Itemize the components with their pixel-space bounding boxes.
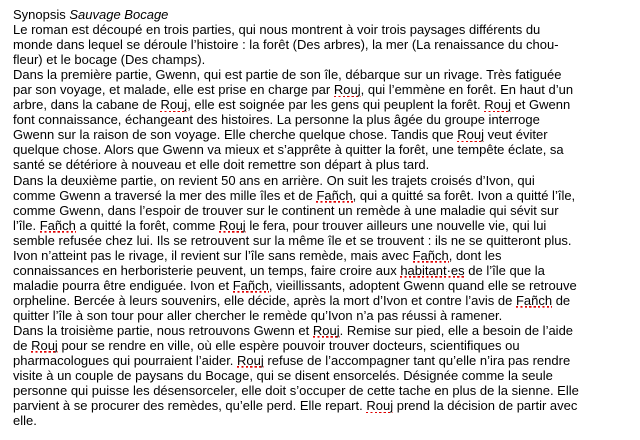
text-segment: et Gwenn <box>510 97 571 113</box>
text-segment: Le roman est découpé en trois parties, qui nous montrent à voir trois paysages différents du <box>13 22 541 38</box>
misspelled-word: Rouj <box>484 97 511 113</box>
text-segment: , vieillissants, adoptent Gwenn quand elle se retrouve <box>268 277 577 293</box>
text-line <box>13 218 634 233</box>
text-line <box>13 112 634 127</box>
misspelled-word: Rouj <box>312 322 340 338</box>
misspelled-word: Fañch <box>232 277 269 293</box>
text-segment: , elle est soignée par les gens qui peuplent la forêt. <box>187 97 485 113</box>
text-line <box>13 263 634 278</box>
text-line <box>13 233 634 248</box>
text-segment: quelque chose. Alors que Gwenn va mieux et s’apprête à quitter la forêt, une tempête éclate, sa <box>13 142 564 158</box>
text-line <box>13 127 634 142</box>
text-line <box>13 203 634 218</box>
text-segment: font connaissance, échangeant des histoires. La personne la plus âgée du groupe interroge <box>13 112 540 128</box>
text-segment: le fera, pour trouver ailleurs une nouvelle vie, qui lui <box>245 217 547 233</box>
text-segment: Dans la deuxième partie, on revient 50 ans en arrière. On suit les trajets croisés d’Ivon, qui <box>13 172 535 188</box>
misspelled-word: Rouj <box>457 127 484 143</box>
text-segment: prend la décision de partir avec <box>393 398 578 414</box>
text-segment: quitter l’île à son tour pour aller chercher le remède qu’Ivon n’a pas réussi à ramener. <box>13 307 503 323</box>
misspelled-word: Rouj <box>333 82 361 98</box>
text-segment: maladie pourra être endiguée. Ivon et <box>13 277 233 293</box>
text-segment: comme Gwenn a traversé la mer des mille îles et de <box>13 187 317 203</box>
text-segment: monde dans lequel se déroule l’histoire : la forêt (Des arbres), la mer (La renaissance du chou- <box>13 37 559 53</box>
text-segment: a quitté la forêt, comme <box>75 217 219 233</box>
text-line <box>13 52 634 67</box>
text-segment: Synopsis <box>13 7 70 22</box>
text-segment: Gwenn sur la raison de son voyage. Elle cherche quelque chose. Tandis que <box>13 127 458 143</box>
text-line <box>13 37 634 52</box>
text-segment: parvient à se procurer des remèdes, qu’elle perd. Elle repart. <box>13 398 367 414</box>
text-segment: veut éviter <box>483 127 548 143</box>
text-segment: santé se détériore à nouveau et elle doit remettre son départ à plus tard. <box>13 157 430 173</box>
text-line <box>13 82 634 97</box>
misspelled-word: habitant·es <box>400 262 465 278</box>
text-line <box>13 293 634 308</box>
misspelled-word: Fañch <box>515 292 553 308</box>
text-segment: par son voyage, et malade, elle est prise en charge par <box>13 82 334 98</box>
text-segment: comme Gwenn, dans l’espoir de trouver sur le continent un remède à une maladie qui sévit sur <box>13 202 559 218</box>
text-segment: elle. <box>13 413 37 429</box>
text-segment: semble refusée chez lui. Ils se retrouvent sur la même île et se trouvent : ils ne se quitteront plus. <box>13 232 572 248</box>
text-line <box>13 157 634 172</box>
text-segment: pour se rendre en ville, où elle espère pouvoir trouver docteurs, scientifiques ou <box>57 338 520 354</box>
text-segment: Ivon n’atteint pas le rivage, il revient sur l’île sans remède, mais avec <box>13 247 413 263</box>
text-line <box>13 323 634 338</box>
text-segment: l’île. <box>13 217 40 233</box>
text-segment: connaissances en herboristerie peuvent, un temps, faire croire aux <box>13 262 401 278</box>
text-segment: personne qui puisse les désensorceler, elle doit s’occuper de cette tache en plus de la sienne. Elle <box>13 383 579 399</box>
text-line <box>13 173 634 188</box>
text-segment: arbre, dans la cabane de <box>13 97 161 113</box>
text-segment: Dans la première partie, Gwenn, qui est partie de son île, débarque sur un rivage. Très fatiguée <box>13 67 562 83</box>
text-segment: Dans la troisième partie, nous retrouvons Gwenn et <box>13 322 313 338</box>
work-title-italic: Sauvage Bocage <box>69 7 169 22</box>
text-segment: fleur) et le bocage (Des champs). <box>13 52 206 68</box>
text-segment: , qui a quitté sa forêt. Ivon a quitté l’île, <box>352 187 576 203</box>
misspelled-word: Rouj <box>366 398 394 414</box>
misspelled-word: Rouj <box>31 338 58 354</box>
text-segment: , dont les <box>448 247 502 263</box>
text-line <box>13 338 634 353</box>
text-line <box>13 353 634 368</box>
text-line <box>13 22 634 37</box>
text-segment: pharmacologues qui pourraient l’aider. <box>13 353 238 369</box>
text-line <box>13 398 634 413</box>
misspelled-word: Fañch <box>39 217 76 233</box>
misspelled-word: Fañch <box>412 247 449 263</box>
misspelled-word: Fañch <box>316 187 353 203</box>
text-line <box>13 248 634 263</box>
misspelled-word: Rouj <box>160 97 188 113</box>
text-line <box>13 97 634 112</box>
text-segment: de l’île que la <box>464 262 545 278</box>
synopsis-text <box>13 7 634 428</box>
text-segment: visite à un couple de paysans du Bocage, qui se disent ensorcelés. Désignée comme la seule <box>13 368 553 384</box>
text-line <box>13 67 634 82</box>
text-segment: de <box>13 338 32 354</box>
text-line <box>13 188 634 203</box>
text-segment: de <box>552 292 571 308</box>
text-segment: orpheline. Bercée à leurs souvenirs, elle décide, après la mort d’Ivon et contre l’avis de <box>13 292 516 308</box>
text-line <box>13 308 634 323</box>
text-line <box>13 413 634 428</box>
text-segment: , qui l’emmène en forêt. En haut d’un <box>360 82 574 98</box>
misspelled-word: Rouj <box>218 217 246 233</box>
text-line <box>13 142 634 157</box>
text-line <box>13 7 634 22</box>
text-line <box>13 278 634 293</box>
text-line <box>13 368 634 383</box>
text-segment: refuse de l’accompagner tant qu’elle n’ira pas rendre <box>263 353 571 369</box>
text-segment: . Remise sur pied, elle a besoin de l’aide <box>339 322 574 338</box>
misspelled-word: Rouj <box>237 353 264 369</box>
text-line <box>13 383 634 398</box>
